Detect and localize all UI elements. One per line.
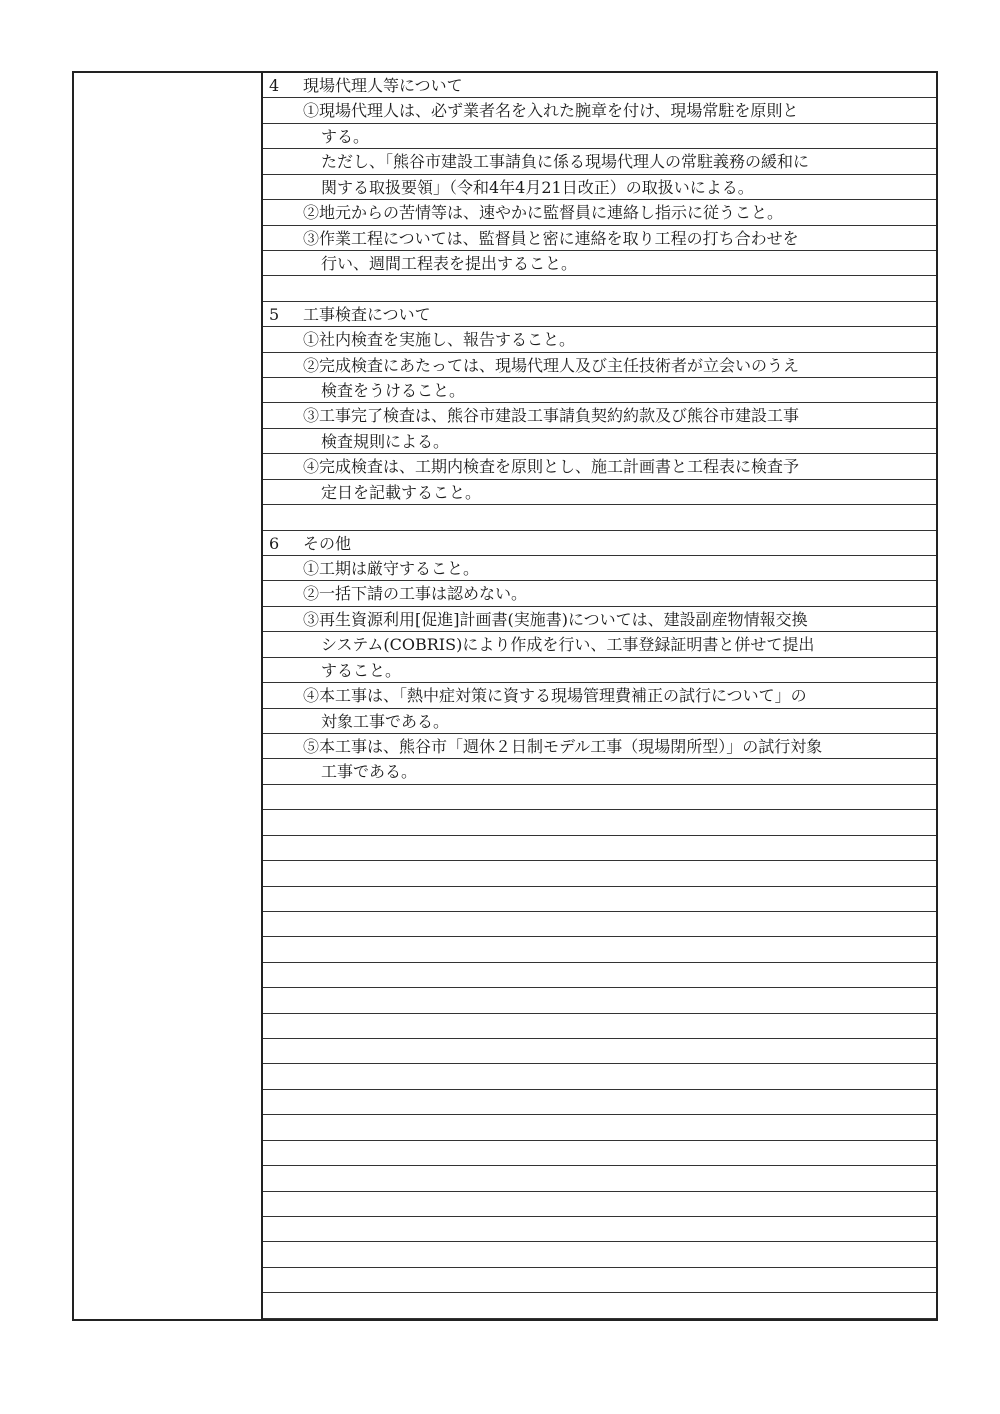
text-line: ②完成検査にあたっては、現場代理人及び主任技術者が立会いのうえ	[263, 353, 936, 378]
left-column	[74, 73, 263, 1319]
text-line: 工事である。	[263, 759, 936, 784]
text-line: する。	[263, 124, 936, 149]
text-line: システム(COBRIS)により作成を行い、工事登録証明書と併せて提出	[263, 632, 936, 657]
text-line: ①現場代理人は、必ず業者名を入れた腕章を付け、現場常駐を原則と	[263, 98, 936, 123]
blank-line	[263, 988, 936, 1013]
blank-line	[263, 810, 936, 835]
text-line: ③作業工程については、監督員と密に連絡を取り工程の打ち合わせを	[263, 226, 936, 251]
section-title: 現場代理人等について	[303, 76, 463, 95]
blank-line	[263, 937, 936, 962]
blank-line	[263, 1115, 936, 1140]
text-line: ただし、「熊谷市建設工事請負に係る現場代理人の常駐義務の緩和に	[263, 149, 936, 174]
text-line: 検査をうけること。	[263, 378, 936, 403]
blank-line	[263, 1268, 936, 1293]
text-line: 定日を記載すること。	[263, 480, 936, 505]
blank-line	[263, 963, 936, 988]
blank-line	[263, 912, 936, 937]
text-line: ④完成検査は、工期内検査を原則とし、施工計画書と工程表に検査予	[263, 454, 936, 479]
blank-line	[263, 836, 936, 861]
section-number: 6	[269, 533, 280, 553]
text-line: ⑤本工事は、熊谷市「週休２日制モデル工事（現場閉所型）」の試行対象	[263, 734, 936, 759]
blank-line	[263, 1242, 936, 1267]
blank-line	[263, 1090, 936, 1115]
text-line: ①工期は厳守すること。	[263, 556, 936, 581]
text-line: ④本工事は、「熱中症対策に資する現場管理費補正の試行について」の	[263, 683, 936, 708]
blank-line	[263, 887, 936, 912]
blank-line	[263, 785, 936, 810]
text-line: すること。	[263, 658, 936, 683]
blank-line	[263, 276, 936, 301]
blank-line	[263, 1141, 936, 1166]
text-line: 対象工事である。	[263, 709, 936, 734]
section-heading	[263, 73, 936, 98]
section-heading	[263, 302, 936, 327]
text-line: 行い、週間工程表を提出すること。	[263, 251, 936, 276]
text-line: ③工事完了検査は、熊谷市建設工事請負契約約款及び熊谷市建設工事	[263, 403, 936, 428]
right-column	[263, 73, 936, 1319]
blank-line	[263, 1293, 936, 1318]
blank-line	[263, 1166, 936, 1191]
text-line: ②地元からの苦情等は、速やかに監督員に連絡し指示に従うこと。	[263, 200, 936, 225]
text-line: ③再生資源利用[促進]計画書(実施書)については、建設副産物情報交換	[263, 607, 936, 632]
blank-line	[263, 1039, 936, 1064]
section-heading	[263, 531, 936, 556]
text-line: ①社内検査を実施し、報告すること。	[263, 327, 936, 352]
blank-line	[263, 1192, 936, 1217]
blank-line	[263, 1064, 936, 1089]
text-line: ②一括下請の工事は認めない。	[263, 581, 936, 606]
blank-line	[263, 861, 936, 886]
text-line: 検査規則による。	[263, 429, 936, 454]
section-title: 工事検査について	[303, 304, 431, 324]
blank-line	[263, 1217, 936, 1242]
text-line: 関する取扱要領」（令和4年4月21日改正）の取扱いによる。	[263, 175, 936, 200]
blank-line	[263, 505, 936, 530]
blank-line	[263, 1014, 936, 1039]
document-table	[72, 71, 938, 1321]
section-number: 4	[269, 76, 280, 95]
section-number: 5	[269, 304, 280, 324]
section-title: その他	[303, 533, 352, 553]
